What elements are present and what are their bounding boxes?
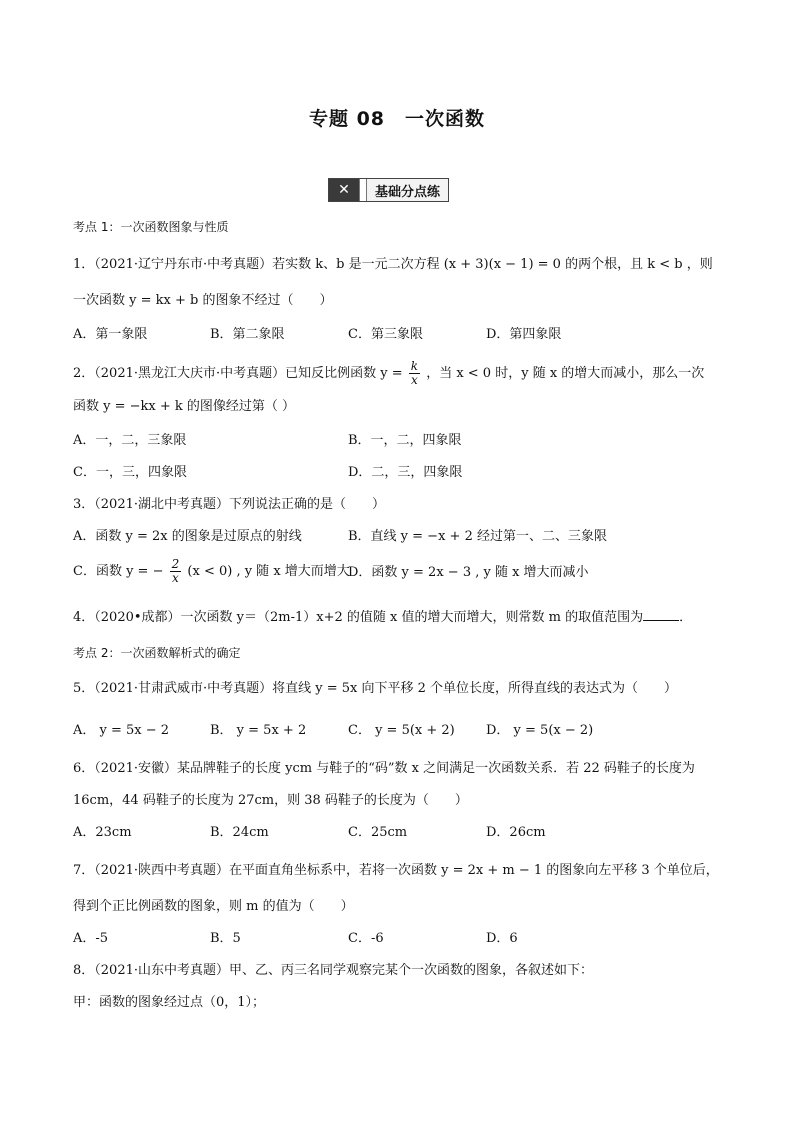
q7-option-d: D．6 — [486, 931, 518, 946]
q3-c-frac-den: x — [172, 571, 179, 585]
q1-option-b: B．第二象限 — [210, 327, 285, 342]
q3-line1: 3．（2021·湖北中考真题）下列说法正确的是（ ） — [73, 497, 385, 512]
q3-c-frac-num: 2 — [171, 557, 180, 571]
answer-blank — [643, 608, 679, 621]
q2-fraction — [409, 360, 420, 387]
q4-line1 — [73, 608, 692, 627]
q6-option-d: D．26cm — [486, 825, 546, 840]
q6-option-c: C．25cm — [348, 825, 408, 840]
q3-c-prefix: C．函数 y = − — [73, 564, 164, 579]
q5-option-b: B． y = 5x + 2 — [210, 723, 307, 738]
crossed-tools-icon: ✕ — [329, 179, 359, 201]
q6-line1: 6．（2021·安徽）某品牌鞋子的长度 ycm 与鞋子的“码”数 x 之间满足一次函数关系．若 22 码鞋子的长度为 — [73, 761, 695, 776]
q4-text: 4．（2020•成都）一次函数 y＝（2m-1）x+2 的值随 x 值的增大而增大，则常数 m 的取值范围为 — [73, 610, 644, 625]
q4-end: ． — [679, 610, 693, 625]
q5-line1: 5．（2021·甘肃武威市·中考真题）将直线 y = 5x 向下平移 2 个单位长度，所得直线的表达式为（ ） — [73, 681, 678, 696]
q5-option-a: A． y = 5x − 2 — [73, 723, 170, 738]
q2-line2: 函数 y = −kx + k 的图像经过第（ ） — [73, 399, 296, 414]
q7-line2: 得到个正比例函数的图象，则 m 的值为（ ） — [73, 899, 354, 914]
q3-c-fraction — [170, 558, 182, 585]
q2-option-d: D．二，三，四象限 — [348, 465, 463, 480]
q1-line2: 一次函数 y = kx + b 的图象不经过（ ） — [73, 293, 333, 308]
q6-option-a: A．23cm — [73, 825, 132, 840]
q3-option-c — [73, 558, 350, 585]
q3-option-b: B．直线 y = −x + 2 经过第一、二、三象限 — [348, 529, 607, 544]
q8-line2: 甲：函数的图象经过点（0，1）； — [73, 995, 266, 1010]
q3-option-d: D．函数 y = 2x − 3 , y 随 x 增大而减小 — [348, 565, 589, 580]
q1-option-c: C．第三象限 — [348, 327, 423, 342]
badge-divider — [359, 179, 367, 201]
badge-label: 基础分点练 — [367, 179, 448, 201]
q2-prefix: 2．（2021·黑龙江大庆市·中考真题）已知反比例函数 y = — [73, 366, 403, 381]
q2-option-b: B．一，二，四象限 — [348, 433, 462, 448]
q6-line2: 16cm，44 码鞋子的长度为 27cm，则 38 码鞋子的长度为（ ） — [73, 793, 468, 808]
q5-option-c: C． y = 5(x + 2) — [348, 723, 455, 738]
section-badge — [328, 178, 449, 202]
q7-line1: 7．（2021·陕西中考真题）在平面直角坐标系中，若将一次函数 y = 2x + m − 1 的图象向左平移 3 个单位后， — [73, 863, 719, 878]
q7-option-c: C．-6 — [348, 931, 384, 946]
q7-option-a: A．-5 — [73, 931, 109, 946]
q1-option-d: D．第四象限 — [486, 327, 562, 342]
section-heading-1: 考点 1：一次函数图象与性质 — [73, 220, 229, 234]
q1-option-a: A．第一象限 — [73, 327, 148, 342]
q2-frac-den: x — [411, 373, 418, 387]
q1-line1: 1．（2021·辽宁丹东市·中考真题）若实数 k、b 是一元二次方程 (x + 3)(x − 1) = 0 的两个根，且 k < b ，则 — [73, 257, 713, 272]
q6-option-b: B．24cm — [210, 825, 269, 840]
q2-option-a: A．一，二，三象限 — [73, 433, 187, 448]
page-title: 专题 08 一次函数 — [308, 108, 486, 130]
q7-option-b: B．5 — [210, 931, 241, 946]
q2-frac-num: k — [410, 359, 419, 373]
q8-line1: 8．（2021·山东中考真题）甲、乙、丙三名同学观察完某个一次函数的图象，各叙述如下： — [73, 963, 593, 978]
q2-option-c: C．一，三，四象限 — [73, 465, 187, 480]
q2-suffix: ，当 x < 0 时，y 随 x 的增大而减小，那么一次 — [426, 366, 705, 381]
q3-option-a: A．函数 y = 2x 的图象是过原点的射线 — [73, 529, 302, 544]
q3-c-suffix: (x < 0) , y 随 x 增大而增大 — [187, 564, 350, 579]
q5-option-d: D． y = 5(x − 2) — [486, 723, 594, 738]
q2-line1 — [73, 360, 704, 387]
section-heading-2: 考点 2：一次函数解析式的确定 — [73, 646, 241, 660]
